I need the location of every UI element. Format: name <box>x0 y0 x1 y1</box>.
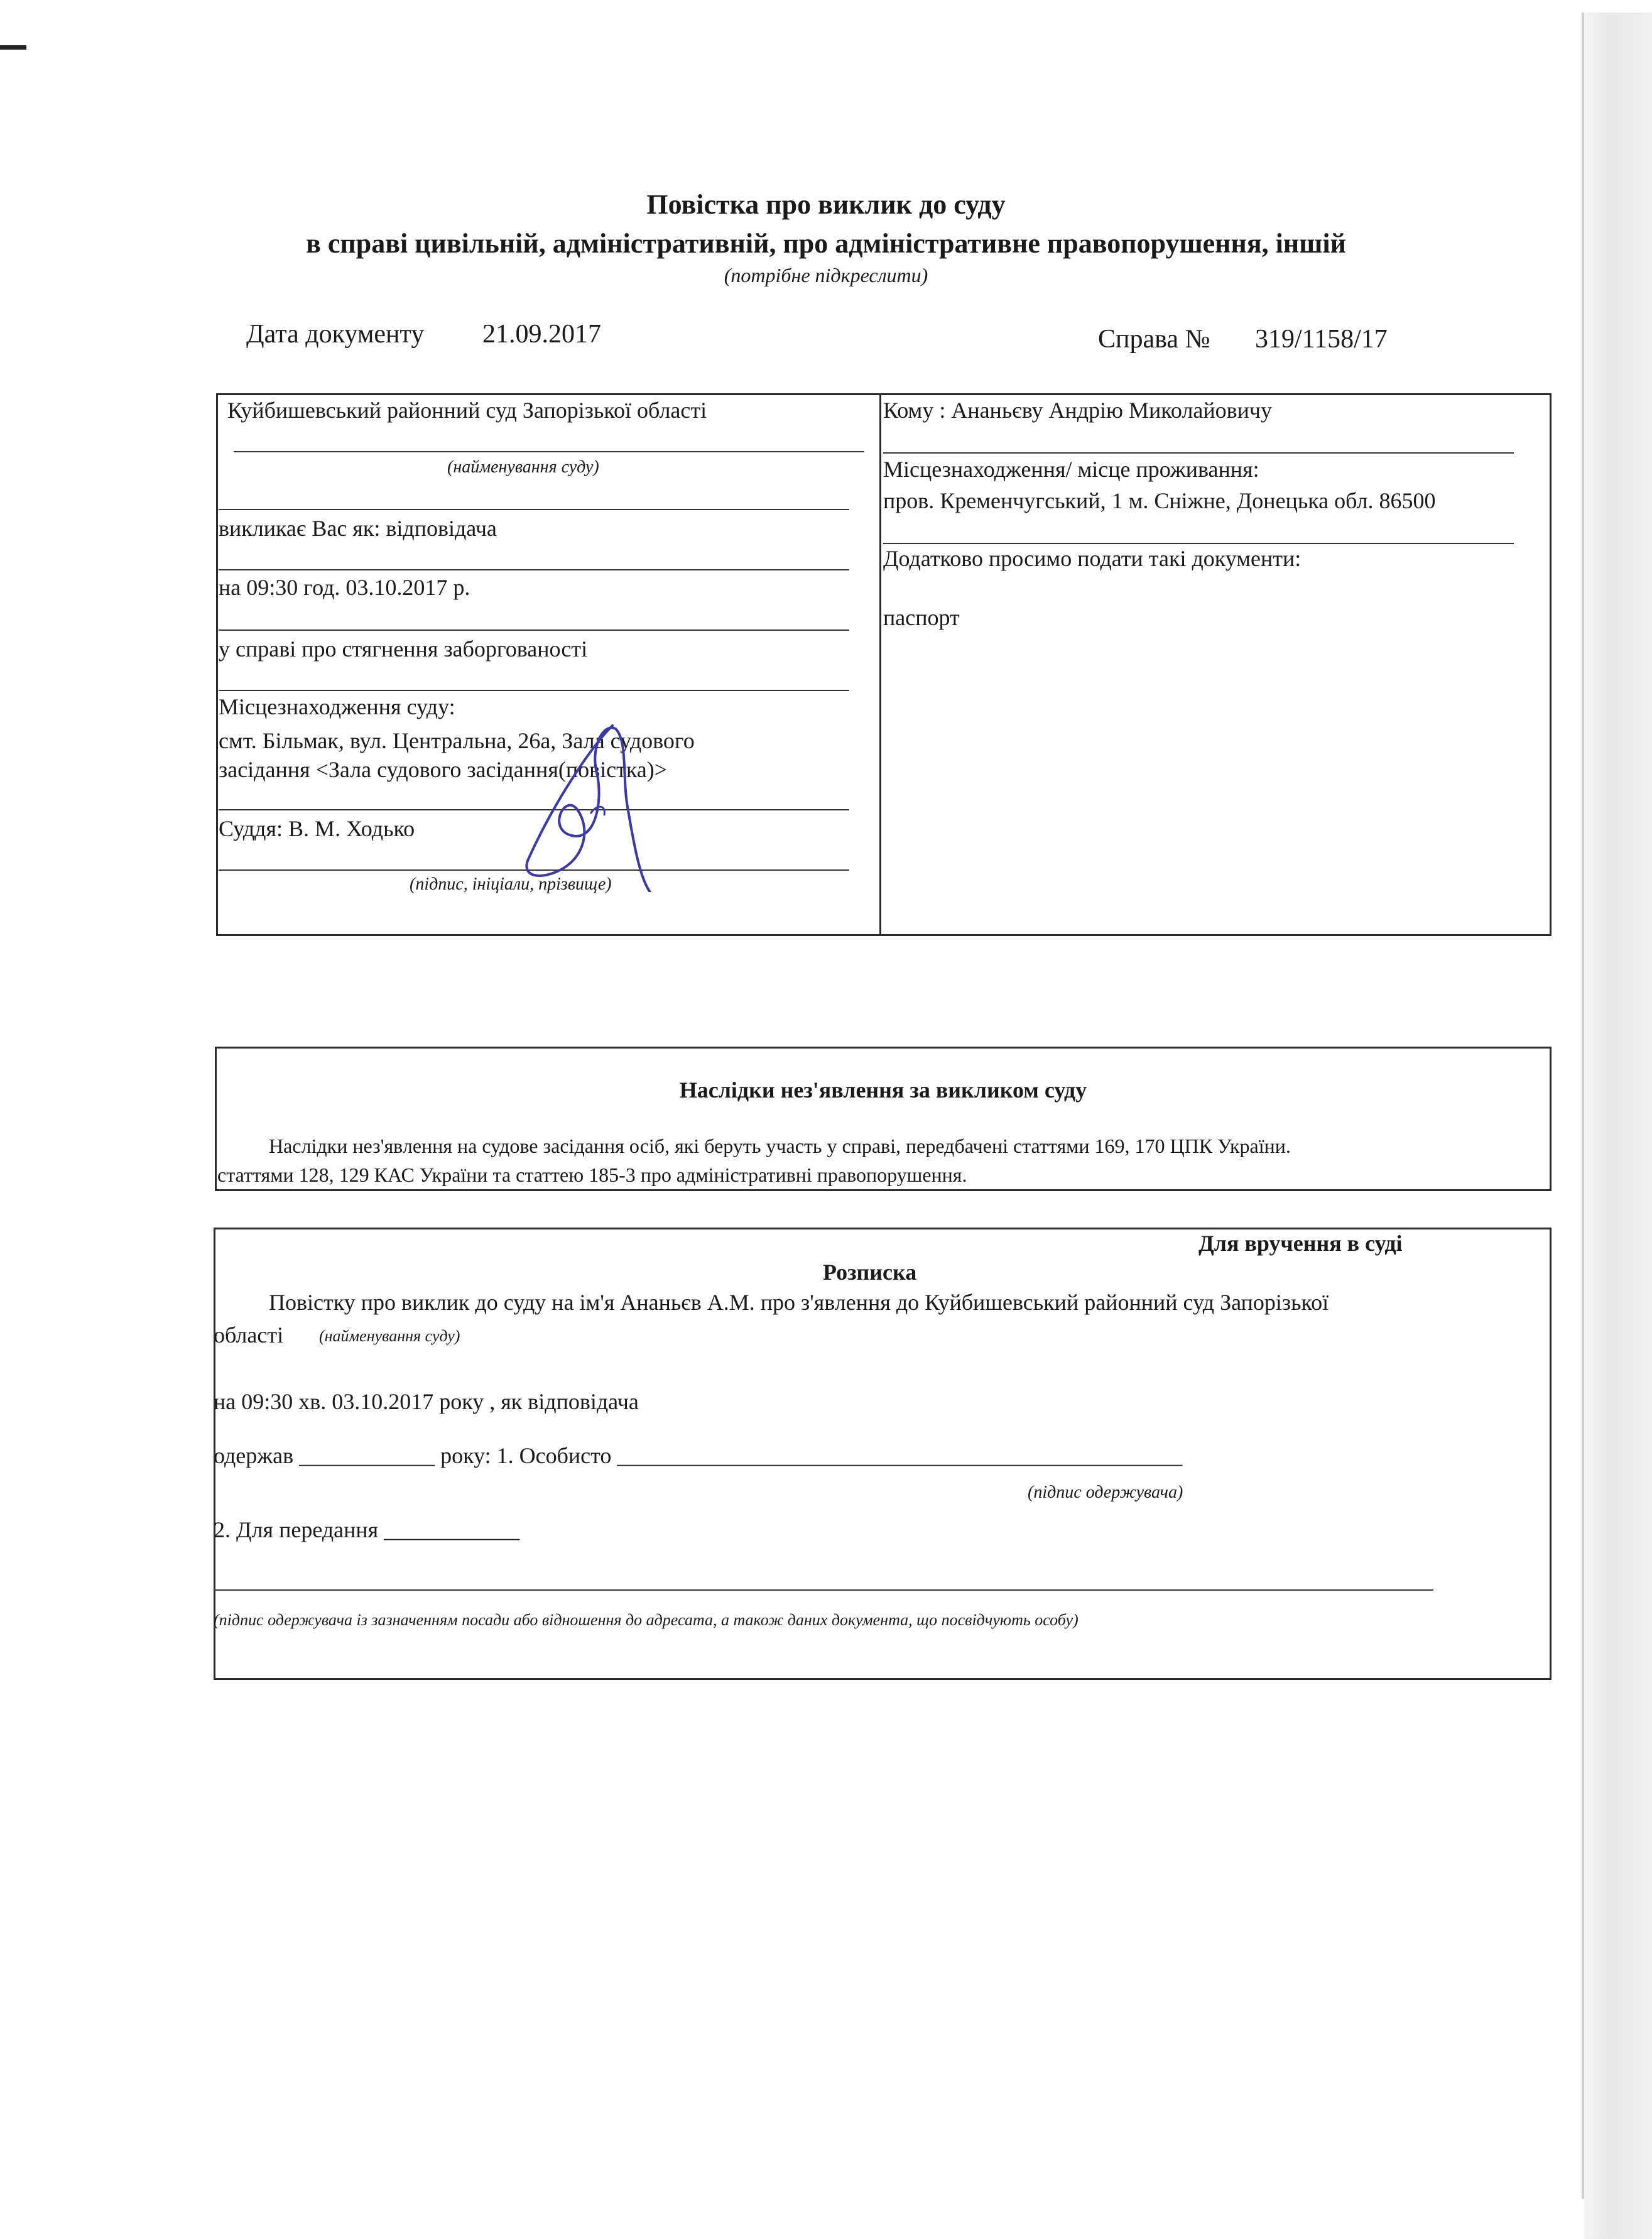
consequences-line1: Наслідки нез'явлення на судове засідання осіб, які беруть участь у справі, передбачені статтями 169, 170 ЦПК України. <box>269 1135 1291 1157</box>
recipient-address: пров. Кременчугський, 1 м. Сніжне, Донецька обл. 86500 <box>883 488 1436 513</box>
court-location-label: Місцезнаходження суду: <box>219 694 455 719</box>
recipient-signature-caption: (підпис одержувача) <box>1028 1483 1183 1502</box>
document-subtitle: в справі цивільній, адміністративній, про адміністративне правопорушення, іншій <box>306 228 1346 259</box>
court-name: Куйбишевський районний суд Запорізької області <box>227 398 707 423</box>
documents-value: паспорт <box>883 605 960 630</box>
doc-date-value: 21.09.2017 <box>482 320 601 349</box>
judge-signature-icon <box>496 704 704 892</box>
case-number: 319/1158/17 <box>1255 325 1388 354</box>
for-court-label: Для вручення в суді <box>1198 1231 1403 1256</box>
summons-as: викликає Вас як: відповідача <box>219 516 497 541</box>
rule-1 <box>219 509 849 510</box>
court-name-underline <box>234 451 864 452</box>
transfer-line: 2. Для передання ____________ <box>214 1517 520 1542</box>
scan-mark <box>0 45 26 50</box>
receipt-bottom-caption: (підпис одержувача із зазначенням посади або відношення до адресата, а також даних документа, що посвідчують особу) <box>214 1611 1079 1629</box>
document-title: Повістка про виклик до суду <box>646 189 1006 220</box>
receipt-court-caption: (найменування суду) <box>319 1327 460 1345</box>
documents-label: Додатково просимо подати такі документи: <box>883 546 1301 571</box>
court-location-line1: смт. Більмак, вул. Центральна, 26а, Зала судового <box>219 728 695 753</box>
receipt-court-tail: області <box>214 1322 284 1348</box>
recipient: Кому : Ананьєву Андрію Миколайовичу <box>883 398 1272 423</box>
receipt-heading: Розписка <box>823 1260 917 1285</box>
judge-caption: (підпис, ініціали, прізвище) <box>410 874 612 894</box>
rule-3 <box>219 629 849 631</box>
court-caption: (найменування суду) <box>447 457 599 477</box>
address-underline <box>883 543 1514 544</box>
receipt-line1: Повістку про виклик до суду на ім'я Ананьєв А.М. про з'явлення до Куйбишевський районний суд Запорізької <box>269 1290 1329 1315</box>
recipient-address-label: Місцезнаходження/ місце проживання: <box>883 457 1259 482</box>
consequences-heading: Наслідки нез'явлення за викликом суду <box>679 1077 1087 1103</box>
rule-2 <box>219 569 849 570</box>
doc-date-label: Дата документу <box>246 320 425 349</box>
judge: Суддя: В. М. Ходько <box>219 816 415 841</box>
column-divider <box>879 393 881 936</box>
hearing-time: на 09:30 год. 03.10.2017 р. <box>219 575 470 600</box>
page-edge-shadow <box>1584 13 1652 2239</box>
recipient-underline <box>883 452 1514 454</box>
page-edge-line <box>1582 13 1584 2199</box>
received-line: одержав ____________ року: 1. Особисто __________________________________________________ <box>214 1443 1183 1468</box>
underline-note: (потрібне підкреслити) <box>724 264 928 286</box>
case-subject: у справі про стягнення заборгованості <box>219 636 588 662</box>
court-location-line2: засідання <Зала судового засідання(повістка)> <box>219 757 668 782</box>
receipt-bottom-rule <box>215 1589 1433 1591</box>
rule-4 <box>219 690 849 691</box>
consequences-line2: статтями 128, 129 КАС України та статтею 185-3 про адміністративні правопорушення. <box>217 1163 967 1186</box>
receipt-time: на 09:30 хв. 03.10.2017 року , як відповідача <box>214 1389 639 1414</box>
case-label: Справа № <box>1098 325 1210 354</box>
